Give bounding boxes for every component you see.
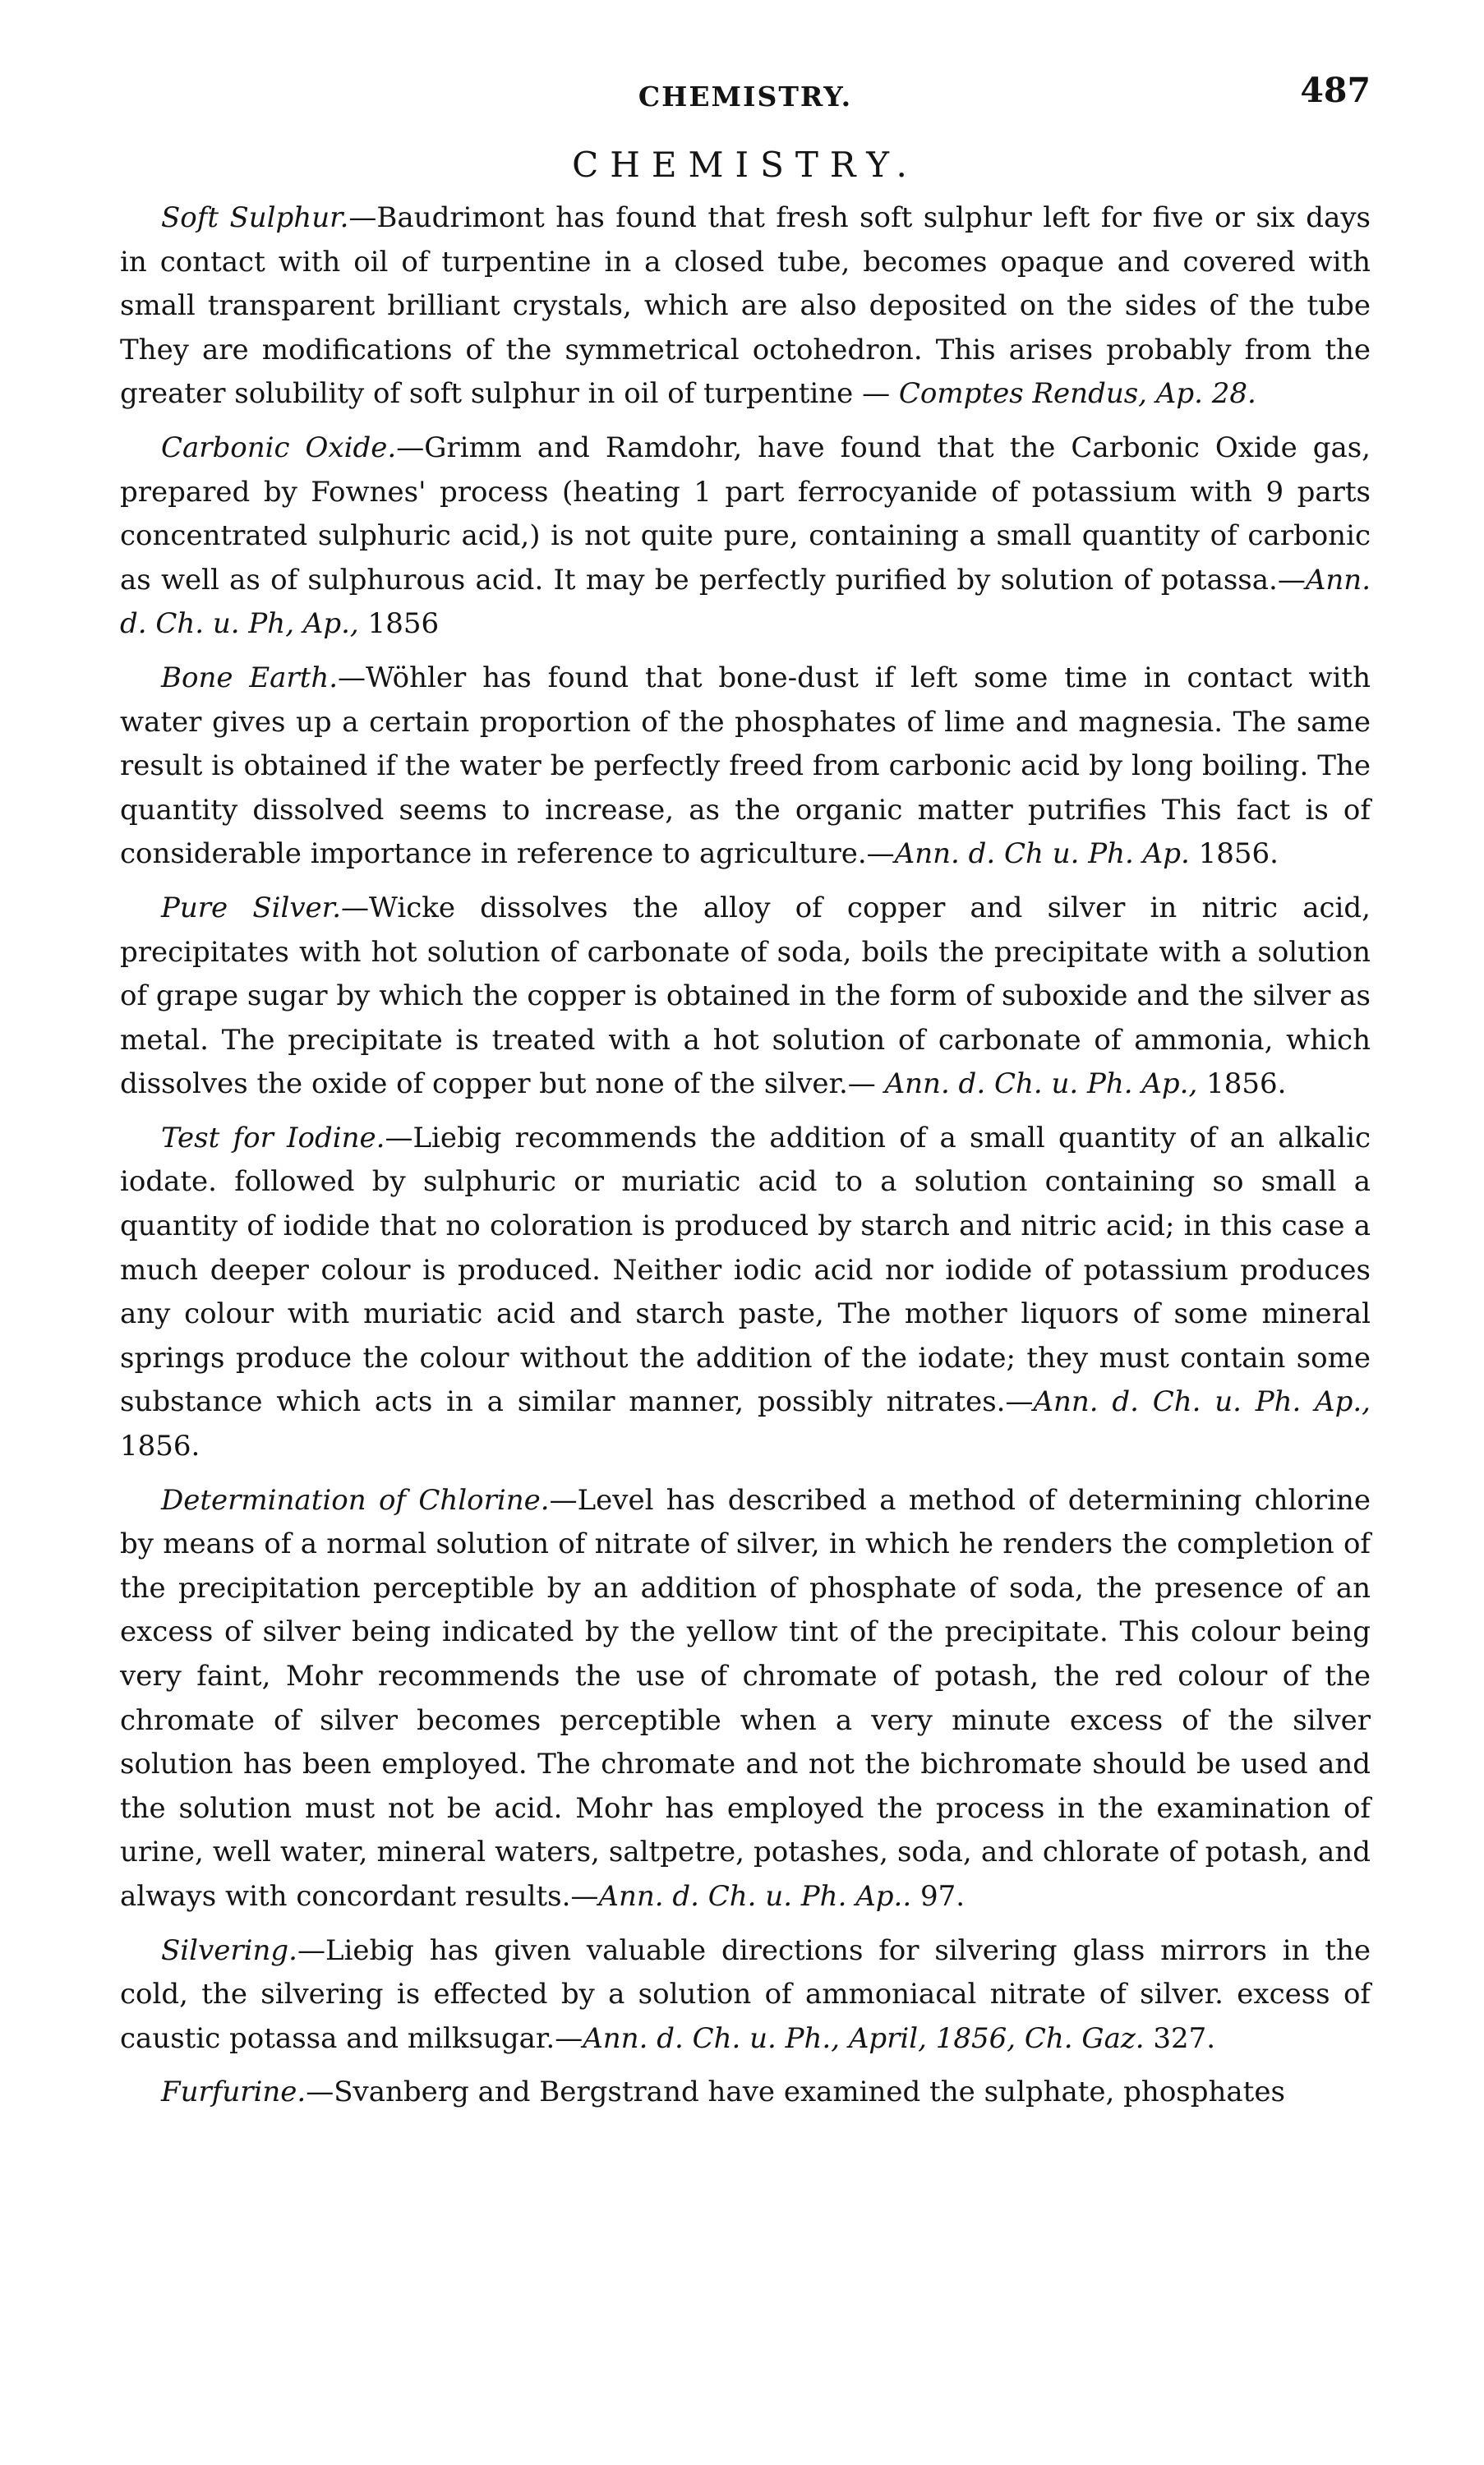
paragraph-furfurine [120, 2071, 1371, 2115]
paragraph-lead: Test for Iodine. [161, 1121, 385, 1154]
paragraph-tail: 1856. [1189, 837, 1279, 871]
paragraph-body: —Baudrimont has found that fresh soft sulphur left for five or six days in contact with oil of turpentine in a closed tube, becomes opaque and covered with small transparent brilliant crystals, which are also deposited on the sides of the tube They are modifications of the symmetrical octohedron. This arises probably from the greater solubility of soft sulphur in oil of turpentine — [120, 201, 1371, 411]
paragraph-test-for-iodine [120, 1117, 1371, 1469]
article-body [120, 196, 1371, 2115]
paragraph-tail: 97. [911, 1879, 966, 1913]
paragraph-body: —Level has described a method of determining chlorine by means of a normal solution of nitrate of silver, in which he renders the completion of the precipitation perceptible by an addition of phosphate of soda, the presence of an excess of silver being indicated by the yellow tint of the precipitate. This colour being very faint, Mohr recommends the use of chromate of potash, the red colour of the chromate of silver becomes perceptible when a very minute excess of the silver solution has been employed. The chromate and not the bichromate should be used and the solution must not be acid. Mohr has employed the process in the examination of urine, well water, mineral waters, saltpetre, potashes, soda, and chlorate of potash, and always with concordant results.— [120, 1483, 1371, 1913]
paragraph-tail: 1856. [120, 1430, 200, 1463]
paragraph-lead: Carbonic Oxide. [161, 431, 397, 464]
paragraph-lead: Pure Silver. [161, 891, 342, 924]
running-title: CHEMISTRY. [638, 81, 853, 113]
paragraph-citation: Comptes Rendus, Ap. 28. [898, 377, 1256, 411]
section-title: CHEMISTRY. [572, 145, 919, 185]
paragraph-lead: Furfurine. [161, 2076, 306, 2109]
paragraph-lead: Silvering. [161, 1933, 297, 1967]
paragraph-body: —Wicke dissolves the alloy of copper and silver in nitric acid, precipitates with hot solution of carbonate of soda, boils the precipitate with a solution of grape sugar by which the copper is obtained in the form of suboxide and the silver as metal. The precipitate is treated with a hot solution of carbonate of ammonia, which dissolves the oxide of copper but none of the silver.— [120, 891, 1371, 1101]
paragraph-tail: 327. [1144, 2021, 1216, 2055]
paragraph-lead: Determination of Chlorine. [161, 1483, 550, 1517]
paragraph-tail: 1856 [358, 607, 440, 641]
paragraph-citation: Ann. d. Ch. u. Ph. Ap., [1033, 1385, 1371, 1419]
paragraph-silvering [120, 1929, 1371, 2062]
paragraph-bone-earth [120, 657, 1371, 877]
paragraph-body: —Wöhler has found that bone-dust if left some time in contact with water gives up a certain proportion of the phosphates of lime and magnesia. The same result is obtained if the water be perfectly freed from carbonic acid by long boiling. The quantity dissolved seems to increase, as the organic matter putrifies This fact is of considerable importance in reference to agriculture.— [120, 661, 1371, 871]
paragraph-citation: Ann. d. Ch u. Ph. Ap. [894, 837, 1190, 871]
paragraph-body: —Svanberg and Bergstrand have examined the sulphate, phosphates [306, 2076, 1285, 2109]
paragraph-citation: Ann. d. Ch. u. Ph, Ap., [120, 563, 1371, 641]
paragraph-citation: Ann. d. Ch. u. Ph. Ap., [884, 1067, 1198, 1101]
paragraph-carbonic-oxide [120, 426, 1371, 647]
paragraph-citation: Ann. d. Ch. u. Ph. Ap.. [598, 1879, 912, 1913]
running-head [120, 71, 1371, 123]
paragraph-citation: Ann. d. Ch. u. Ph., April, 1856, Ch. Gaz. [583, 2021, 1145, 2055]
paragraph-lead: Soft Sulphur. [161, 201, 349, 234]
paragraph-body: —Grimm and Ramdohr, have found that the Carbonic Oxide gas, prepared by Fownes' process (heating 1 part ferrocyanide of potassium with 9 parts concentrated sulphuric acid,) is not quite pure, containing a small quantity of carbonic as well as of sulphurous acid. It may be perfectly purified by solution of potassa.— [120, 431, 1371, 597]
paragraph-body: —Liebig recommends the addition of a small quantity of an alkalic iodate. followed by sulphuric or muriatic acid to a solution containing so small a quantity of iodide that no coloration is produced by starch and nitric acid; in this case a much deeper colour is produced. Neither iodic acid nor iodide of potassium produces any colour with muriatic acid and starch paste, The mother liquors of some mineral springs produce the colour without the addition of the iodate; they must contain some substance which acts in a similar manner, possibly nitrates.— [120, 1121, 1371, 1419]
page-number: 487 [1300, 71, 1371, 110]
paragraph-tail: 1856. [1197, 1067, 1287, 1101]
paragraph-lead: Bone Earth. [161, 661, 339, 694]
paragraph-pure-silver [120, 887, 1371, 1107]
paragraph-soft-sulphur [120, 196, 1371, 417]
paragraph-determination-of-chlorine [120, 1479, 1371, 1919]
paragraph-body: —Liebig has given valuable directions for silvering glass mirrors in the cold, the silvering is effected by a solution of ammoniacal nitrate of silver. excess of caustic potassa and milksugar.— [120, 1933, 1371, 2055]
